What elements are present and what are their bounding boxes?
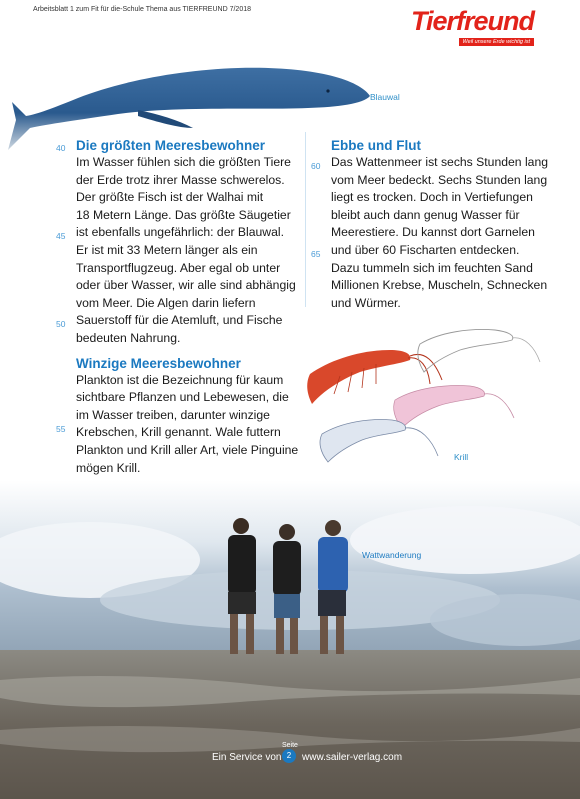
paragraph-tides (331, 154, 576, 312)
text-line: 18 Metern Länge. Das größte Säugetier (76, 207, 291, 222)
left-column (76, 138, 308, 477)
text-line: ist ebenfalls ungefährlich: der Blauwal. (76, 225, 284, 240)
heading-tiny-sea-creatures: Winzige Meeresbewohner (76, 355, 241, 371)
heading-tides: Ebbe und Flut (331, 138, 421, 153)
text-line: Der größte Fisch ist der Walhai mit (76, 190, 264, 205)
line-number: 55 (56, 424, 66, 434)
line-number: 45 (56, 231, 66, 241)
line-number: 65 (311, 249, 321, 259)
pink-shrimp (394, 386, 514, 428)
text-line: liegt es trocken. Doch in Vertiefungen (331, 190, 533, 205)
line-number: 50 (56, 319, 66, 329)
right-column (331, 138, 576, 312)
text-line: Krebschen, Krill genannt. Wale futtern (76, 425, 281, 440)
text-line: Das Wattenmeer ist sechs Stunden lang (331, 155, 549, 169)
text-line: Millionen Krebse, Muscheln, Schnecken (331, 278, 548, 293)
footer (0, 742, 580, 768)
text-line: bleibt auch dann genug Wasser für (331, 207, 520, 222)
service-text: Ein Service von (212, 752, 282, 763)
text-line: sichtbare Pflanzen und Lebewesen, die (76, 390, 289, 405)
text-line: Transportflugzeug. Aber egal ob unter (76, 260, 281, 275)
text-line: Im Wasser fühlen sich die größten Tiere (76, 155, 291, 169)
logo-text: Tierfreund (410, 6, 534, 36)
paragraph-largest-sea-creatures (76, 154, 308, 348)
whale-label: Blauwal (370, 92, 400, 102)
paragraph-tiny-sea-creatures (76, 372, 308, 478)
krill-illustration (300, 322, 550, 472)
text-line: Meerestiere. Du kannst dort Garnelen (331, 225, 535, 240)
text-line: Sauerstoff für die Atemluft, und Fische (76, 313, 283, 328)
page-number-badge: 2 (282, 749, 296, 763)
text-line: Plankton ist die Bezeichnung für kaum (76, 372, 284, 387)
heading-largest-sea-creatures: Die größten Meeresbewohner (76, 138, 266, 153)
worksheet-header: Arbeitsblatt 1 zum Fit für die-Schule Thema aus TIERFREUND 7/2018 (33, 6, 251, 13)
krill-label: Krill (454, 452, 469, 462)
text-line: Plankton und Krill aller Art, viele Pinguine (76, 442, 299, 457)
text-line: bedeuten Nahrung. (76, 330, 181, 345)
logo-tagline: Weil unsere Erde wichtig ist (459, 38, 534, 46)
text-line: oder über Wasser, wir alle sind abhängig (76, 278, 296, 293)
text-line: vom Meer. Die Algen darin liefern (76, 295, 256, 310)
page-label: Seite (282, 742, 298, 749)
mudflat-label: Wattwanderung (362, 550, 422, 560)
blue-shrimp (320, 420, 438, 462)
line-number: 40 (56, 143, 66, 153)
text-line: und über 60 Fischarten entdecken. (331, 242, 520, 257)
text-line: mögen Krill. (76, 460, 141, 475)
sketch-shrimp (418, 330, 540, 372)
text-line: vom Meer bedeckt. Sechs Stunden lang (331, 172, 548, 187)
tierfreund-logo (388, 6, 534, 46)
publisher-url[interactable]: www.sailer-verlag.com (302, 752, 403, 763)
line-number: 60 (311, 161, 321, 171)
text-line: Er ist mit 33 Metern länger als ein (76, 242, 258, 257)
text-line: und Würmer. (331, 295, 401, 310)
text-line: der Erde trotz ihrer Masse schwerelos. (76, 172, 285, 187)
text-line: im Wasser treiben, darunter winzige (76, 407, 270, 422)
text-line: Dazu tummeln sich im feuchten Sand (331, 260, 533, 275)
